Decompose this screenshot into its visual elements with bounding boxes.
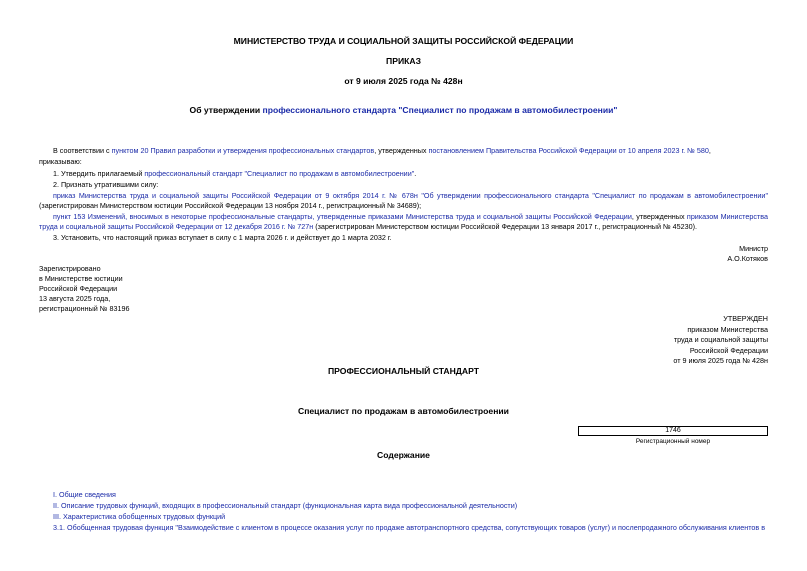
paragraph-point-153 [53, 212, 768, 221]
paragraph-effective-date: 3. Установить, что настоящий приказ вступает в силу с 1 марта 2026 г. и действует до 1 марта 2032 г. [53, 233, 392, 242]
repealed-order-registration: (зарегистрирован Министерством юстиции Российской Федерации 13 ноября 2014 г., регистрационный № 34689); [39, 201, 422, 210]
text: , утвержденных [374, 146, 429, 155]
amending-order-link[interactable]: приказом Министерства [686, 212, 768, 221]
text: , [708, 146, 711, 155]
government-decree-link[interactable]: постановлением Правительства Российской Федерации от 10 апреля 2023 г. № 580 [428, 146, 709, 155]
link-text[interactable]: приказ Министерства труда и социальной защиты Российской Федерации от 9 октября 2014 г. № 678н "Об утверждении профессионального стандарта "Специалист по продажам в автомобилестроении" [53, 191, 768, 200]
doc-type: ПРИКАЗ [386, 56, 421, 66]
registration-number-box: 1746 [578, 426, 768, 436]
ministry-heading: МИНИСТЕРСТВО ТРУДА И СОЦИАЛЬНОЙ ЗАЩИТЫ РОССИЙСКОЙ ФЕДЕРАЦИИ [233, 36, 574, 46]
approved-block [673, 314, 768, 367]
registration-number-label: Регистрационный номер [635, 438, 711, 445]
registration-line: регистрационный № 83196 [39, 304, 130, 313]
registration-line: Российской Федерации [39, 284, 118, 293]
paragraph-approve [53, 169, 416, 178]
standard-name: Специалист по продажам в автомобилестроении [298, 406, 509, 416]
text: (зарегистрирован Министерством юстиции Российской Федерации 13 января 2017 г., регистрационный № 45230). [313, 222, 698, 231]
standard-heading: ПРОФЕССИОНАЛЬНЫЙ СТАНДАРТ [327, 366, 480, 376]
registration-line: 13 августа 2025 года, [39, 294, 111, 303]
paragraph-basis [53, 146, 711, 155]
approved-line: труда и социальной защиты [673, 335, 768, 344]
paragraph-repeal: 2. Признать утратившими силу: [53, 180, 159, 189]
approved-line: от 9 июля 2025 года № 428н [673, 356, 768, 365]
doc-date: от 9 июля 2025 года № 428н [344, 76, 463, 86]
order-word: приказываю: [39, 157, 82, 166]
signature-name: А.О.Котяков [727, 254, 768, 263]
standard-link[interactable]: профессиональный стандарт "Специалист по продажам в автомобилестроении" [144, 169, 415, 178]
toc-item-general[interactable]: I. Общие сведения [53, 490, 116, 499]
point-153-link[interactable]: пункт 153 Изменений, вносимых в некоторые профессиональные стандарты, утвержденные приказами Министерства труда и социальной защиты Российской Федерации [53, 212, 632, 221]
signature-position: Министр [739, 244, 768, 253]
toc-heading: Содержание [377, 450, 430, 460]
registration-line: в Министерстве юстиции [39, 274, 123, 283]
toc-item-functions[interactable]: II. Описание трудовых функций, входящих в профессиональный стандарт (функциональная карта вида профессиональной деятельности) [53, 501, 518, 510]
approved-line: УТВЕРЖДЕН [723, 314, 768, 323]
registration-block [39, 264, 129, 314]
doc-title-link[interactable]: профессионального стандарта "Специалист по продажам в автомобилестроении" [262, 105, 618, 115]
text: В соответствии с [53, 146, 112, 155]
repealed-order-link[interactable] [53, 191, 768, 200]
doc-title-prefix: Об утверждении [189, 105, 263, 115]
amending-order-link-cont[interactable]: труда и социальной защиты Российской Федерации от 12 декабря 2016 г. № 727н [39, 222, 314, 231]
rules-link[interactable]: пунктом 20 Правил разработки и утверждения профессиональных стандартов [111, 146, 375, 155]
paragraph-point-153-cont [39, 222, 697, 231]
text: . [414, 169, 417, 178]
approved-line: приказом Министерства [687, 324, 768, 334]
doc-title [0, 105, 807, 115]
toc-item-3-1[interactable]: 3.1. Обобщенная трудовая функция "Взаимодействие с клиентом в процессе оказания услуг по продаже автотранспортного средства, сопутствующих товаров (услуг) и послепродажного обслуживания клиентов в [53, 523, 766, 532]
approved-line: Российской Федерации [689, 345, 768, 355]
text: 1. Утвердить прилагаемый [53, 169, 145, 178]
registration-line: Зарегистрировано [39, 264, 101, 273]
text: , утвержденных [631, 212, 687, 221]
toc-item-generalized-functions[interactable]: III. Характеристика обобщенных трудовых функций [53, 512, 226, 521]
